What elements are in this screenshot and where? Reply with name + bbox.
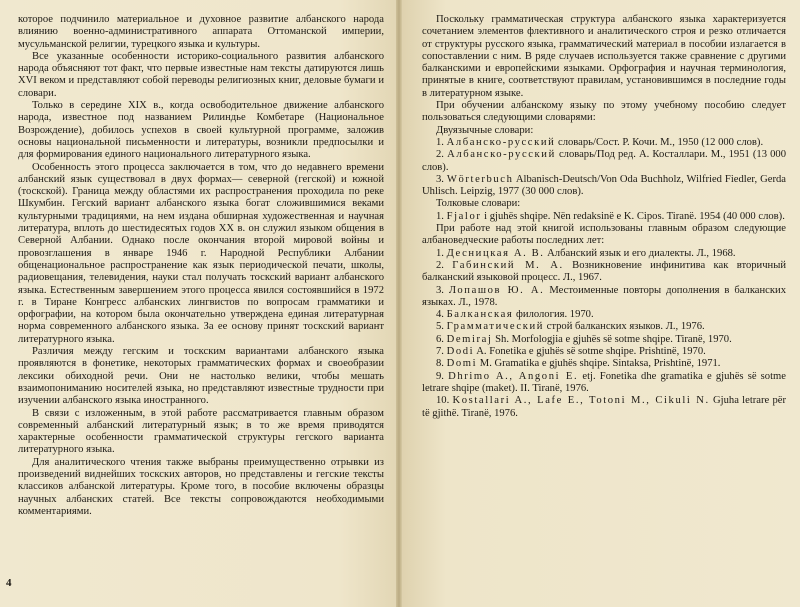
reference-item [422,321,786,333]
reference-item [422,260,786,285]
reference-author: Demiraj [446,333,493,345]
paragraph: которое подчинило материальное и духовное развитие албанского народа влиянию военно-административного аппарата Оттоманской империи, мусульманской религии, турецкого языка и культуры. [18,14,384,50]
page-number: 4 [6,577,12,589]
reference-number: 2. [436,149,448,161]
left-page [0,0,398,607]
reference-author: Десницкая А. В. [446,247,545,259]
book-gutter [396,0,402,607]
reference-details: Gjuha letrare për të gjithë. Tiranë, 1976. [422,395,786,419]
reference-number: 10. [436,395,453,407]
paragraph: При работе над этой книгой использованы главным образом следующие албановедческие работы последних лет: [422,223,786,247]
reference-details: Возникновение инфинитива как вторичный балканский языковой процесс. Л., 1967. [422,259,786,284]
reference-author: Fjalor [446,210,482,222]
paragraph: Все указанные особенности историко-социального развития албанского народа объясняют тот факт, что первые известные нам тексты датируются лишь XVI веком и представляют собой переводы религиозных книг, деловые бумаги и словари. [18,50,384,99]
section-heading: Двуязычные словари: [436,124,534,136]
right-page-text [422,14,786,420]
bilingual-dictionaries-list [422,137,786,198]
reference-item [422,149,786,174]
paragraph: Для аналитического чтения также выбраны преимущественно отрывки из произведений виднейших тоскских авторов, но представлены и гегские тексты классиков албанской литературы. Кроме того, в пособие включены образцы научных албанских статей. Все тексты сопровождаются необходимыми комментариями. [18,456,384,517]
reference-author: Domi [446,358,478,370]
section-heading: Толковые словари: [436,198,521,210]
reference-item [422,334,786,346]
reference-number: 7. [436,346,447,358]
paragraph: В связи с изложенным, в этой работе рассматривается главным образом современный албанский литературный язык; в то же время приводятся характерные особенности грамматической структуры гегского варианта литературного языка. [18,407,384,456]
reference-number: 3. [436,284,449,296]
reference-number: 5. [436,321,447,333]
references-list [422,248,786,420]
reference-details: A. Fonetika e gjuhës së sotme shqipe. Prishtinë, 1970. [474,346,706,358]
reference-details: etj. Fonetika dhe gramatika e gjuhës së sotme letrare shqipe (maket). II. Tiranë, 1976. [422,370,786,394]
paragraph: Различия между гегским и тоскским вариантами албанского языка проявляются в фонетике, некоторых грамматических формах и своеобразии лексики обиходной речи. Они не настолько велики, чтобы мешать взаимопониманию носителей языка, но представляют известные трудности при изучении албанского языка иностранного. [18,346,384,407]
reference-number: 2. [436,259,453,271]
paragraph: Особенность этого процесса заключается в том, что до недавнего времени албанский язык существовал в двух формах— северной (гегской) и южной (тоскской). Граница между областями их распространения проходила по реке Шкумбин. Гегский вариант албанского языка богат сложившимися веками культурными традициями, на нем издана обширная художественная и научная литература, вплоть до шестидесятых годов XX в. он служил языком общения в Северной Албании. Однако после окончания второй мировой войны и провозглашения в январе 1946 г. Народной Республики Албании общенациональное распространение как язык периодической печати, школы, радиовещания, телевидения, науки стал получать тоскский вариант албанского языка. Естественным завершением этого процесса явился состоявшийся в 1972 г. в Тиране Конгресс албанских лингвистов по вопросам грамматики и орфографии, на котором была окончательно утверждена единая литературная норма современного албанского языка. За ее основу принят тоскский вариант литературного языка. [18,161,384,345]
reference-details: Местоименные повторы дополнения в балканских языках. Л., 1978. [422,284,786,308]
reference-author: Dhrimo A., Angoni E. [448,370,579,382]
reference-author: Dodi [446,346,475,358]
reference-item [422,137,786,149]
reference-details: словарь/Сост. Р. Кочи. М., 1950 (12 000 слов). [555,136,764,148]
reference-details: словарь/Под ред. А. Косталлари. М., 1951 (13 000 слов). [422,149,787,173]
reference-number: 3. [436,173,447,185]
reference-author: Албанско-русский [446,136,556,148]
reference-author: Балканская [446,309,514,321]
reference-author: Wörterbuch [446,173,514,185]
reference-number: 9. [436,370,449,382]
reference-author: Албанско-русский [447,149,556,161]
reference-item [422,248,786,260]
reference-number: 6. [436,333,447,345]
reference-item [422,395,786,420]
reference-number: 1. [436,210,447,222]
reference-item [422,211,786,223]
reference-details: Sh. Morfologjia e gjuhës së sotme shqipe. Tiranë, 1970. [492,333,732,345]
reference-item [422,371,786,396]
paragraph: Только в середине XIX в., когда освободительное движение албанского народа, известное под названием Рилиндье Комбетаре (Национальное Возрождение), добилось успехов в своей культурной программе, заложив основы национальной письменности и литературы, возникли предпосылки и для формирования единого национального литературного языка. [18,100,384,161]
reference-details: Albanisch-Deutsch/Von Oda Buchholz, Wilfried Fiedler, Gerda Uhlisch. Leipzig, 1977 (30 000 слов). [422,173,787,198]
reference-details: M. Gramatika e gjuhës shqipe. Sintaksa, Prishtinë, 1971. [477,358,721,370]
explanatory-dictionaries-list [422,211,786,223]
reference-author: Грамматический [446,321,544,333]
reference-author: Kostallari A., Lafe E., Totoni M., Cikuli N. [452,395,710,407]
paragraph: Поскольку грамматическая структура албанского языка характеризуется сочетанием элементов флективного и аналитического строя и резко отличается от структуры русского языка, грамматический материал в пособии излагается в сопоставлении с ним. В ряде случаев используется также сравнение с другими балканскими и европейскими языками. Орфография и научная терминология, принятые в книге, соответствуют правилам, установившимся в последние годы в литературном языке. [422,14,786,99]
reference-number: 4. [436,309,447,321]
right-page [398,0,800,607]
reference-number: 1. [436,247,447,259]
reference-author: Габинский М. А. [452,259,564,271]
reference-details: строй балканских языков. Л., 1976. [544,321,705,333]
left-page-text [18,14,384,518]
reference-item [422,285,786,310]
reference-details: филология. 1970. [513,309,594,321]
reference-item [422,358,786,370]
reference-author: Лопашов Ю. А. [448,284,545,296]
reference-item [422,346,786,358]
reference-item [422,309,786,321]
reference-item [422,174,786,199]
reference-number: 8. [436,358,447,370]
reference-details: i gjuhës shqipe. Nën redaksinë e K. Cipos. Tiranë. 1954 (40 000 слов). [481,210,785,222]
paragraph: При обучении албанскому языку по этому учебному пособию следует пользоваться следующими словарями: [422,100,786,124]
reference-details: Албанский язык и его диалекты. Л., 1968. [544,247,736,259]
reference-number: 1. [436,136,447,148]
